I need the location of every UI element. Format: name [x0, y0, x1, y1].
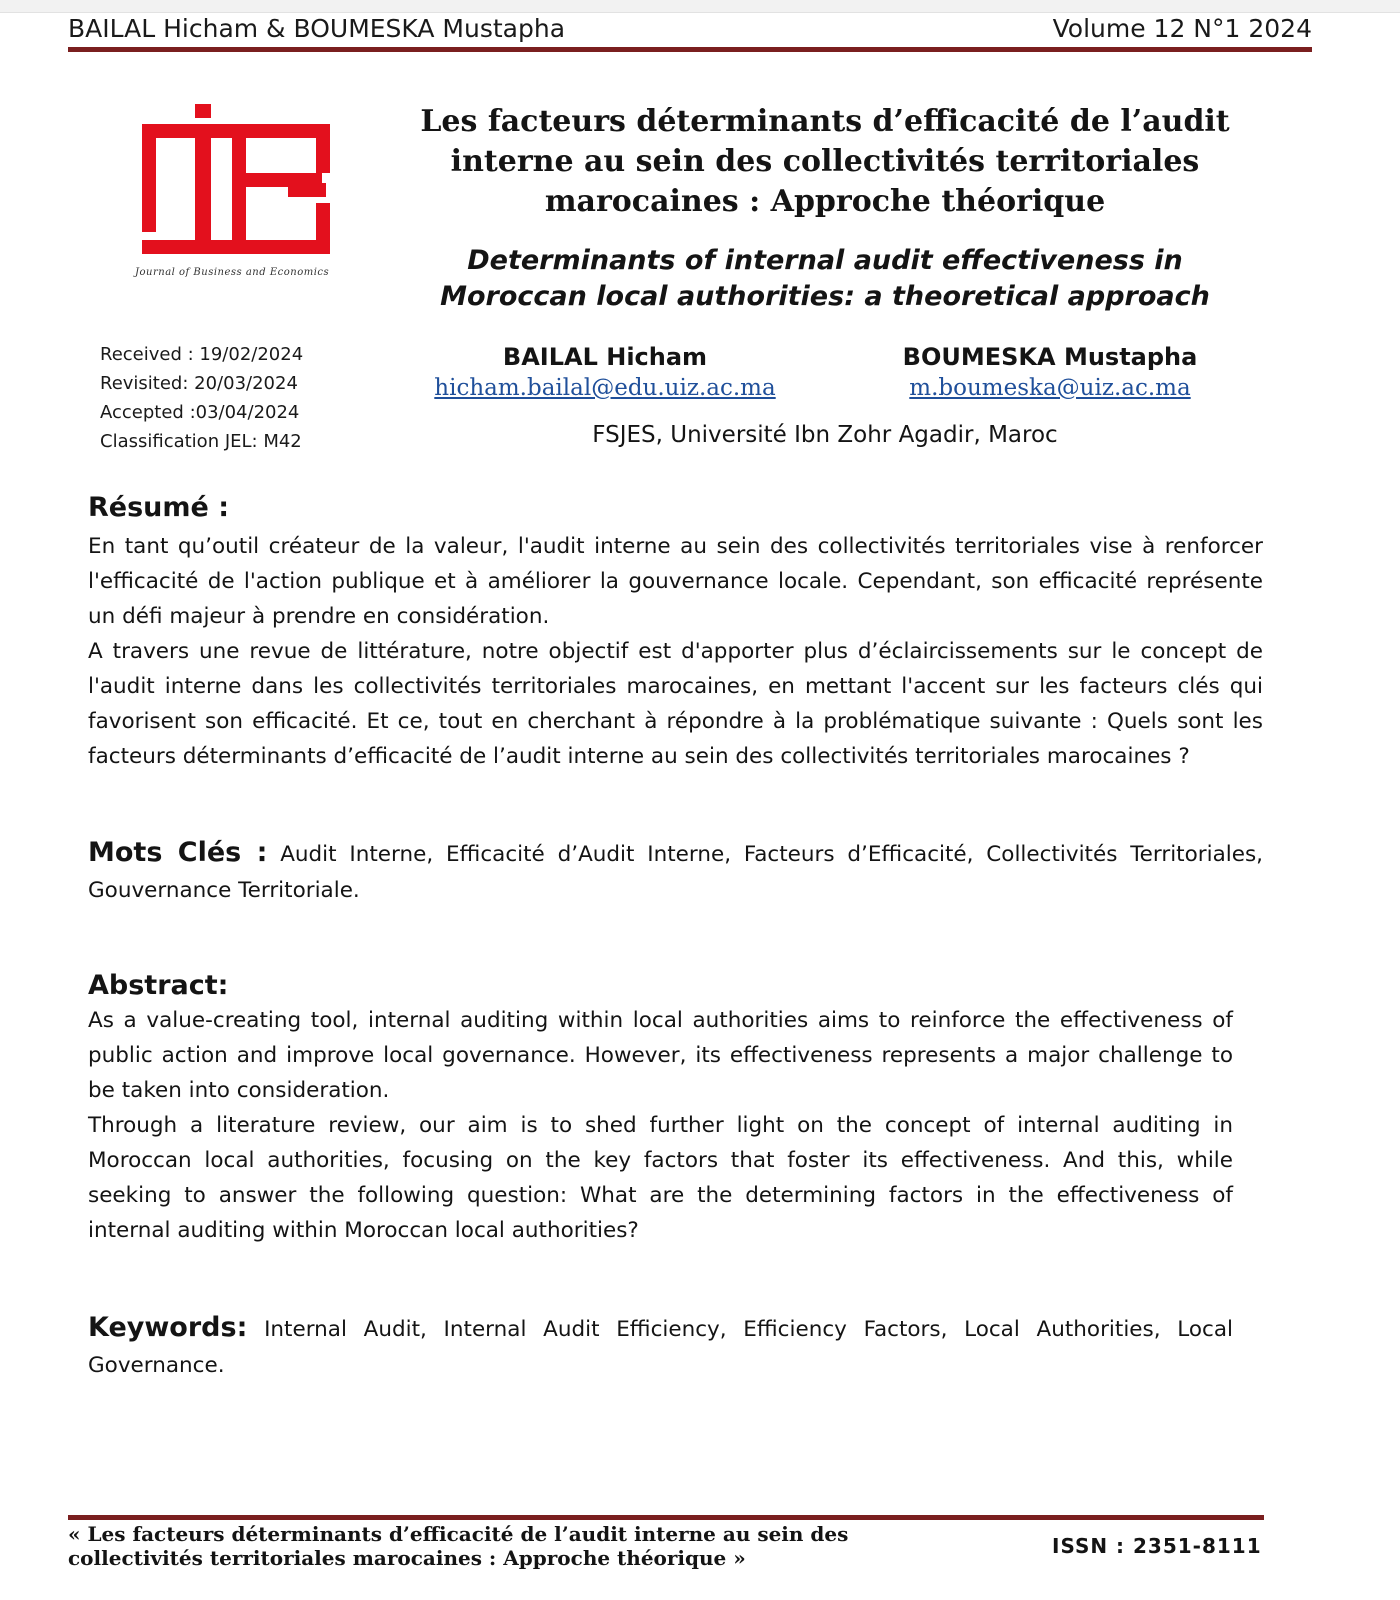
author-1-email-link[interactable]: hicham.bailal@edu.uiz.ac.ma [434, 375, 776, 401]
jel-classification: Classification JEL: M42 [100, 431, 302, 452]
footer-issn: ISSN : 2351-8111 [1052, 1534, 1262, 1558]
article-title-en: Determinants of internal audit effectiveness in Moroccan local authorities: a theoretical approach [440, 245, 1210, 312]
author-1-name: BAILAL Hicham [502, 343, 708, 371]
logo-caption: Journal of Business and Economics [135, 267, 330, 278]
abstract-heading: Abstract: [88, 970, 229, 1001]
header-volume: Volume 12 N°1 2024 [1052, 14, 1312, 43]
revisited-date: Revisited: 20/03/2024 [100, 373, 298, 394]
abstract-paragraph-2: Through a literature review, our aim is to shed further light on the concept of internal auditing in Moroccan local authorities, focusing on the key factors that foster its effectiveness. And this, while seeking to answer the following question: What are the determining factors in the effectiveness of internal auditing within Moroccan local authorities? [88, 1113, 1233, 1243]
footer-title: « Les facteurs déterminants d’efficacité de l’audit interne au sein des collectivités territoriales marocaines : Approche théorique » [68, 1522, 849, 1570]
article-title-fr: Les facteurs déterminants d’efficacité de l’audit interne au sein des collectivités territoriales marocaines : Approche théorique [420, 104, 1230, 219]
resume-body [88, 529, 1263, 774]
header-rule [68, 47, 1312, 52]
resume-heading: Résumé : [88, 492, 230, 523]
article-metadata [100, 340, 360, 456]
footer-rule [68, 1515, 1264, 1520]
accepted-date: Accepted :03/04/2024 [100, 402, 300, 423]
running-header [68, 12, 1312, 48]
abstract-paragraph-1: As a value-creating tool, internal auditing within local authorities aims to reinforce the effectiveness of public action and improve local governance. However, its effectiveness represents a major challenge to be taken into consideration. [88, 1008, 1233, 1103]
affiliation: FSJES, Université Ibn Zohr Agadir, Maroc [592, 422, 1058, 448]
received-date: Received : 19/02/2024 [100, 344, 304, 365]
keywords-text: Internal Audit, Internal Audit Efficiency, Efficiency Factors, Local Authorities, Local Governance. [88, 1317, 1233, 1378]
mots-cles-label: Mots Clés : [88, 837, 268, 868]
author-2 [880, 342, 1220, 404]
author-1 [405, 342, 805, 404]
mots-cles [88, 835, 1263, 909]
author-2-email-link[interactable]: m.boumeska@uiz.ac.ma [909, 375, 1191, 401]
resume-paragraph-1: En tant qu’outil créateur de la valeur, l'audit interne au sein des collectivités territoriales vise à renforcer l'efficacité de l'action publique et à améliorer la gouvernance locale. Cependant, son efficacité représente un défi majeur à prendre en considération. [88, 534, 1263, 629]
abstract-body [88, 1003, 1233, 1248]
keywords-label: Keywords: [88, 1312, 248, 1343]
keywords [88, 1310, 1233, 1384]
mots-cles-text: Audit Interne, Efficacité d’Audit Interne, Facteurs d’Efficacité, Collectivités Territoriales, Gouvernance Territoriale. [88, 842, 1263, 903]
author-2-name: BOUMESKA Mustapha [902, 343, 1198, 371]
header-authors: BAILAL Hicham & BOUMESKA Mustapha [68, 14, 566, 43]
resume-paragraph-2: A travers une revue de littérature, notre objectif est d'apporter plus d’éclaircissements sur le concept de l'audit interne dans les collectivités territoriales marocaines, en mettant l'accent sur les facteurs clés qui favorisent son efficacité. Et ce, tout en cherchant à répondre à la problématique suivante : Quels sont les facteurs déterminants d’efficacité de l’audit interne au sein des collectivités territoriales marocaines ? [88, 639, 1263, 769]
